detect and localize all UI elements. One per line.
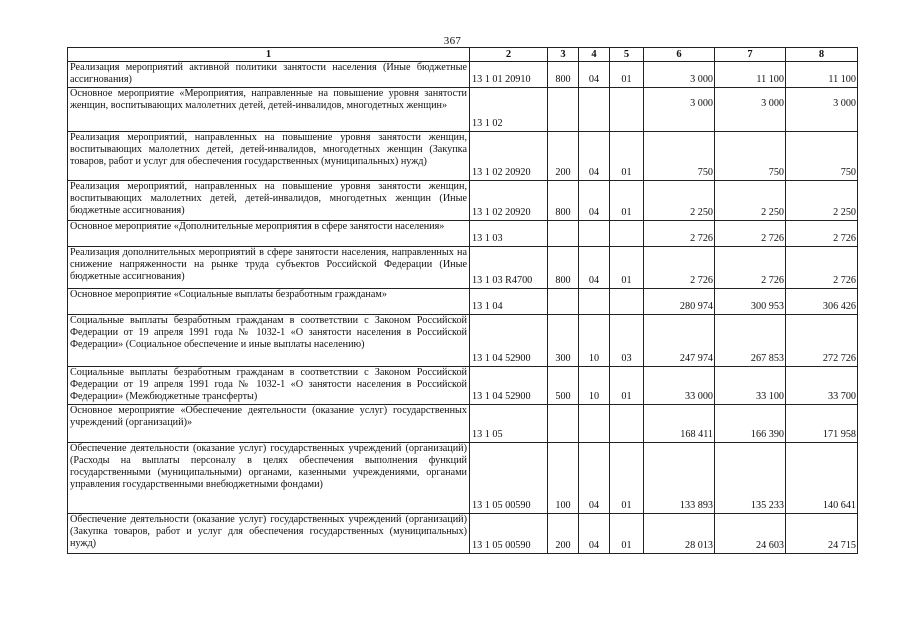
row-code-cell: 13 1 02 20920 <box>470 132 548 181</box>
row-value-cell: 2 726 <box>715 221 786 247</box>
row-value-cell: 2 726 <box>786 221 858 247</box>
row-subsection-cell <box>610 405 644 443</box>
row-code-cell: 13 1 05 00590 <box>470 514 548 554</box>
row-name-cell: Основное мероприятие «Социальные выплаты безработным гражданам» <box>68 289 470 315</box>
row-value-cell: 3 000 <box>715 88 786 132</box>
row-code-cell: 13 1 05 00590 <box>470 443 548 514</box>
budget-table <box>67 47 858 554</box>
row-subsection-cell: 03 <box>610 315 644 367</box>
row-value-cell: 3 000 <box>644 88 715 132</box>
row-section-cell: 04 <box>579 181 610 221</box>
row-name-cell: Социальные выплаты безработным гражданам в соответствии с Законом Российской Федерации от 19 апреля 1991 года № 1032-1 «О занятости населения в Российской Федерации» (Межбюджетные трансферты) <box>68 367 470 405</box>
row-section-cell: 04 <box>579 514 610 554</box>
row-code-cell: 13 1 04 <box>470 289 548 315</box>
row-expense-type-cell: 300 <box>548 315 579 367</box>
row-subsection-cell <box>610 88 644 132</box>
row-value-cell: 3 000 <box>786 88 858 132</box>
table-row <box>68 315 858 367</box>
row-value-cell: 140 641 <box>786 443 858 514</box>
row-value-cell: 2 250 <box>786 181 858 221</box>
row-code-cell: 13 1 04 52900 <box>470 315 548 367</box>
row-value-cell: 28 013 <box>644 514 715 554</box>
row-expense-type-cell: 500 <box>548 367 579 405</box>
row-name-cell: Основное мероприятие «Мероприятия, направленные на повышение уровня занятости женщин, воспитывающих малолетних детей, детей-инвалидов, многодетных женщин» <box>68 88 470 132</box>
row-value-cell: 2 726 <box>644 221 715 247</box>
row-name-cell: Обеспечение деятельности (оказание услуг) государственных учреждений (организаций) (Расходы на выплаты персоналу в целях обеспечения выполнения функций государственными (муниципальными) органами, казенными учреждениями, органами управления государственными внебюджетными фондами) <box>68 443 470 514</box>
table-row <box>68 443 858 514</box>
row-section-cell <box>579 289 610 315</box>
row-section-cell: 04 <box>579 247 610 289</box>
row-section-cell: 04 <box>579 62 610 88</box>
row-subsection-cell: 01 <box>610 514 644 554</box>
row-value-cell: 2 726 <box>786 247 858 289</box>
column-header: 4 <box>579 48 610 62</box>
row-value-cell: 135 233 <box>715 443 786 514</box>
column-header: 2 <box>470 48 548 62</box>
row-expense-type-cell: 100 <box>548 443 579 514</box>
row-name-cell: Реализация мероприятий активной политики занятости населения (Иные бюджетные ассигнования) <box>68 62 470 88</box>
row-value-cell: 166 390 <box>715 405 786 443</box>
row-value-cell: 2 250 <box>715 181 786 221</box>
row-subsection-cell <box>610 221 644 247</box>
row-code-cell: 13 1 03 <box>470 221 548 247</box>
row-name-cell: Реализация дополнительных мероприятий в сфере занятости населения, направленных на снижение напряженности на рынке труда субъектов Российской Федерации (Иные бюджетные ассигнования) <box>68 247 470 289</box>
row-subsection-cell: 01 <box>610 181 644 221</box>
header-row <box>68 48 858 62</box>
row-section-cell <box>579 88 610 132</box>
row-name-cell: Реализация мероприятий, направленных на повышение уровня занятости женщин, воспитывающих малолетних детей, детей-инвалидов, многодетных женщин (Закупка товаров, работ и услуг для обеспечения государственных (муниципальных) нужд) <box>68 132 470 181</box>
column-header: 5 <box>610 48 644 62</box>
row-value-cell: 306 426 <box>786 289 858 315</box>
row-value-cell: 280 974 <box>644 289 715 315</box>
row-expense-type-cell: 200 <box>548 132 579 181</box>
row-section-cell: 10 <box>579 367 610 405</box>
row-expense-type-cell <box>548 221 579 247</box>
row-section-cell <box>579 405 610 443</box>
column-header: 6 <box>644 48 715 62</box>
row-name-cell: Реализация мероприятий, направленных на повышение уровня занятости женщин, воспитывающих малолетних детей, детей-инвалидов, многодетных женщин (Иные бюджетные ассигнования) <box>68 181 470 221</box>
row-value-cell: 2 250 <box>644 181 715 221</box>
page-number: 367 <box>443 35 462 47</box>
row-value-cell: 33 700 <box>786 367 858 405</box>
row-name-cell: Основное мероприятие «Дополнительные мероприятия в сфере занятости населения» <box>68 221 470 247</box>
row-expense-type-cell: 800 <box>548 247 579 289</box>
row-name-cell: Основное мероприятие «Обеспечение деятельности (оказание услуг) государственных учреждений (организаций)» <box>68 405 470 443</box>
table-row <box>68 132 858 181</box>
row-section-cell: 04 <box>579 443 610 514</box>
row-subsection-cell: 01 <box>610 443 644 514</box>
row-expense-type-cell: 200 <box>548 514 579 554</box>
table-row <box>68 367 858 405</box>
table-row <box>68 247 858 289</box>
table-row <box>68 221 858 247</box>
row-value-cell: 24 603 <box>715 514 786 554</box>
row-code-cell: 13 1 01 20910 <box>470 62 548 88</box>
row-value-cell: 2 726 <box>715 247 786 289</box>
row-value-cell: 750 <box>786 132 858 181</box>
row-section-cell: 10 <box>579 315 610 367</box>
row-expense-type-cell: 800 <box>548 62 579 88</box>
row-subsection-cell <box>610 289 644 315</box>
row-code-cell: 13 1 05 <box>470 405 548 443</box>
row-expense-type-cell: 800 <box>548 181 579 221</box>
row-value-cell: 168 411 <box>644 405 715 443</box>
row-value-cell: 33 100 <box>715 367 786 405</box>
row-value-cell: 272 726 <box>786 315 858 367</box>
row-name-cell: Обеспечение деятельности (оказание услуг) государственных учреждений (организаций) (Закупка товаров, работ и услуг для обеспечения государственных (муниципальных) нужд) <box>68 514 470 554</box>
table-row <box>68 514 858 554</box>
row-subsection-cell: 01 <box>610 367 644 405</box>
row-value-cell: 11 100 <box>786 62 858 88</box>
row-expense-type-cell <box>548 289 579 315</box>
column-header: 1 <box>68 48 470 62</box>
column-header: 8 <box>786 48 858 62</box>
row-value-cell: 2 726 <box>644 247 715 289</box>
row-code-cell: 13 1 02 20920 <box>470 181 548 221</box>
row-name-cell: Социальные выплаты безработным гражданам в соответствии с Законом Российской Федерации от 19 апреля 1991 года № 1032-1 «О занятости населения в Российской Федерации» (Социальное обеспечение и иные выплаты населению) <box>68 315 470 367</box>
row-value-cell: 11 100 <box>715 62 786 88</box>
table-row <box>68 62 858 88</box>
row-expense-type-cell <box>548 88 579 132</box>
row-expense-type-cell <box>548 405 579 443</box>
row-value-cell: 750 <box>715 132 786 181</box>
row-value-cell: 247 974 <box>644 315 715 367</box>
row-code-cell: 13 1 02 <box>470 88 548 132</box>
row-code-cell: 13 1 03 R4700 <box>470 247 548 289</box>
row-value-cell: 300 953 <box>715 289 786 315</box>
table-row <box>68 405 858 443</box>
table-row <box>68 88 858 132</box>
row-subsection-cell: 01 <box>610 132 644 181</box>
row-subsection-cell: 01 <box>610 247 644 289</box>
table-row <box>68 289 858 315</box>
row-value-cell: 33 000 <box>644 367 715 405</box>
row-value-cell: 3 000 <box>644 62 715 88</box>
column-header: 3 <box>548 48 579 62</box>
row-value-cell: 267 853 <box>715 315 786 367</box>
row-value-cell: 171 958 <box>786 405 858 443</box>
row-value-cell: 750 <box>644 132 715 181</box>
row-code-cell: 13 1 04 52900 <box>470 367 548 405</box>
row-subsection-cell: 01 <box>610 62 644 88</box>
column-header: 7 <box>715 48 786 62</box>
row-section-cell <box>579 221 610 247</box>
table-row <box>68 181 858 221</box>
row-value-cell: 133 893 <box>644 443 715 514</box>
row-value-cell: 24 715 <box>786 514 858 554</box>
row-section-cell: 04 <box>579 132 610 181</box>
